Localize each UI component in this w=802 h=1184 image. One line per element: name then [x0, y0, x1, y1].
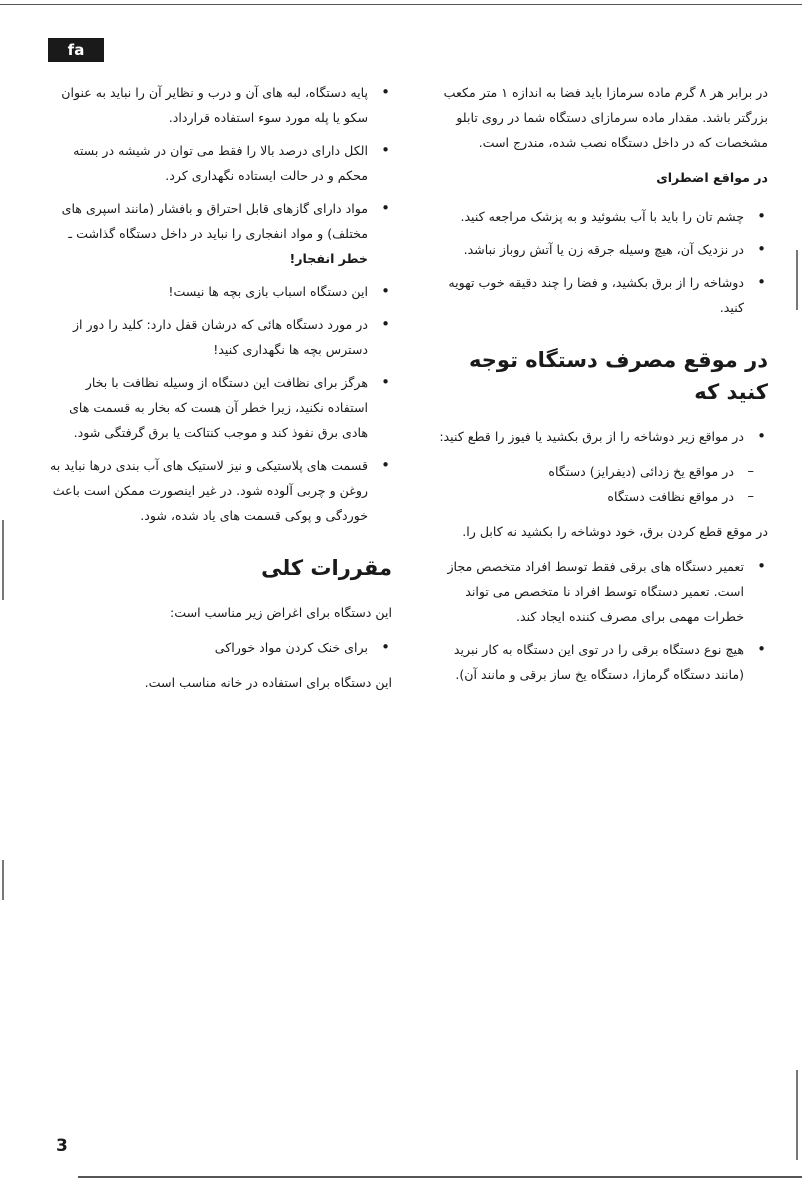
general-outro: این دستگاه برای استفاده در خانه مناسب است.	[144, 675, 392, 690]
emergency-heading: در مواقع اضطرای	[656, 170, 768, 185]
right-edge-mark	[796, 1070, 798, 1160]
plug-note: در موقع قطع کردن برق، خود دوشاخه را بکشید نه کابل را.	[462, 524, 768, 539]
list-item-text: مواد دارای گازهای قابل احتراق و بافشار (مانند اسپری های مختلف) و مواد انفجاری را نباید در داخل دستگاه گذاشت ـ	[61, 201, 368, 241]
list-item: • در نزدیک آن، هیچ وسیله جرقه زن یا آتش روباز نباشد.	[432, 237, 768, 262]
left-edge-mark	[2, 520, 4, 600]
page-number: 3	[56, 1136, 68, 1156]
list-item: • هرگز برای نظافت این دستگاه از وسیله نظافت با بخار استفاده نکنید، زیرا خطر آن هست که بخار به قسمت های هادی برق نفوذ کند و موجب کنتاکت یا برق گرفتگی شود.	[48, 370, 392, 445]
general-heading: مقررات کلی	[261, 556, 392, 580]
usage-list-more	[432, 554, 768, 687]
list-item: • در مواقع زیر دوشاخه را از برق بکشید یا فیوز را قطع کنید:	[432, 424, 768, 449]
emergency-list	[432, 204, 768, 320]
right-column	[432, 80, 768, 697]
list-item: • قسمت های پلاستیکی و نیز لاستیک های آب بندی درها نباید به روغن و چربی آلوده شود. در غیر اینصورت ممکن است باعث خوردگی و پوکی قسمت های یاد شده، شود.	[48, 453, 392, 528]
bottom-rule	[78, 1176, 802, 1178]
general-list	[48, 635, 392, 660]
language-badge: fa	[48, 38, 104, 62]
list-item: • پایه دستگاه، لبه های آن و درب و نظایر آن را نباید به عنوان سکو یا پله مورد سوء استفاده قرارداد.	[48, 80, 392, 130]
list-item: • دوشاخه را از برق بکشید، و فضا را چند دقیقه خوب تهویه کنید.	[432, 270, 768, 320]
sub-list-item: – در مواقع نظافت دستگاه	[432, 484, 768, 509]
usage-list	[432, 424, 768, 449]
list-item: • این دستگاه اسباب بازی بچه ها نیست!	[48, 279, 392, 304]
safety-list	[48, 80, 392, 528]
top-rule	[0, 4, 802, 5]
general-intro: این دستگاه برای اغراض زیر مناسب است:	[169, 605, 392, 620]
right-edge-mark	[796, 250, 798, 310]
list-item: • چشم تان را باید با آب بشوئید و به پزشک مراجعه کنید.	[432, 204, 768, 229]
sub-list-item: – در مواقع یخ زدائی (دیفرایز) دستگاه	[432, 459, 768, 484]
list-item: • الکل دارای درصد بالا را فقط می توان در شیشه در بسته محکم و در حالت ایستاده نگهداری کرد.	[48, 138, 392, 188]
list-item: • برای خنک کردن مواد خوراکی	[48, 635, 392, 660]
usage-heading: در موقع مصرف دستگاه توجه کنید که	[469, 348, 768, 404]
list-item: • هیچ نوع دستگاه برقی را در توی این دستگاه به کار نبرید (مانند دستگاه گرمازا، دستگاه یخ ساز برقی و مانند آن).	[432, 637, 768, 687]
left-edge-mark	[2, 860, 4, 900]
refrigerant-intro: در برابر هر ۸ گرم ماده سرمازا باید فضا به اندازه ۱ متر مکعب بزرگتر باشد. مقدار ماده سرمازای دستگاه شما در روی تابلو مشخصات که در داخل دستگاه نصب شده، مندرج است.	[443, 85, 768, 150]
list-item	[48, 196, 392, 271]
list-item: • در مورد دستگاه هائی که درشان قفل دارد: کلید را دور از دسترس بچه ها نگهداری کنید!	[48, 312, 392, 362]
usage-sublist	[432, 459, 768, 509]
explosion-warning: خطر انفجار!	[289, 251, 368, 266]
left-column	[48, 80, 392, 705]
list-item: • تعمیر دستگاه های برقی فقط توسط افراد متخصص مجاز است. تعمیر دستگاه توسط افراد نا متخصص می تواند خطرات مهمی برای مصرف کننده ایجاد کند.	[432, 554, 768, 629]
